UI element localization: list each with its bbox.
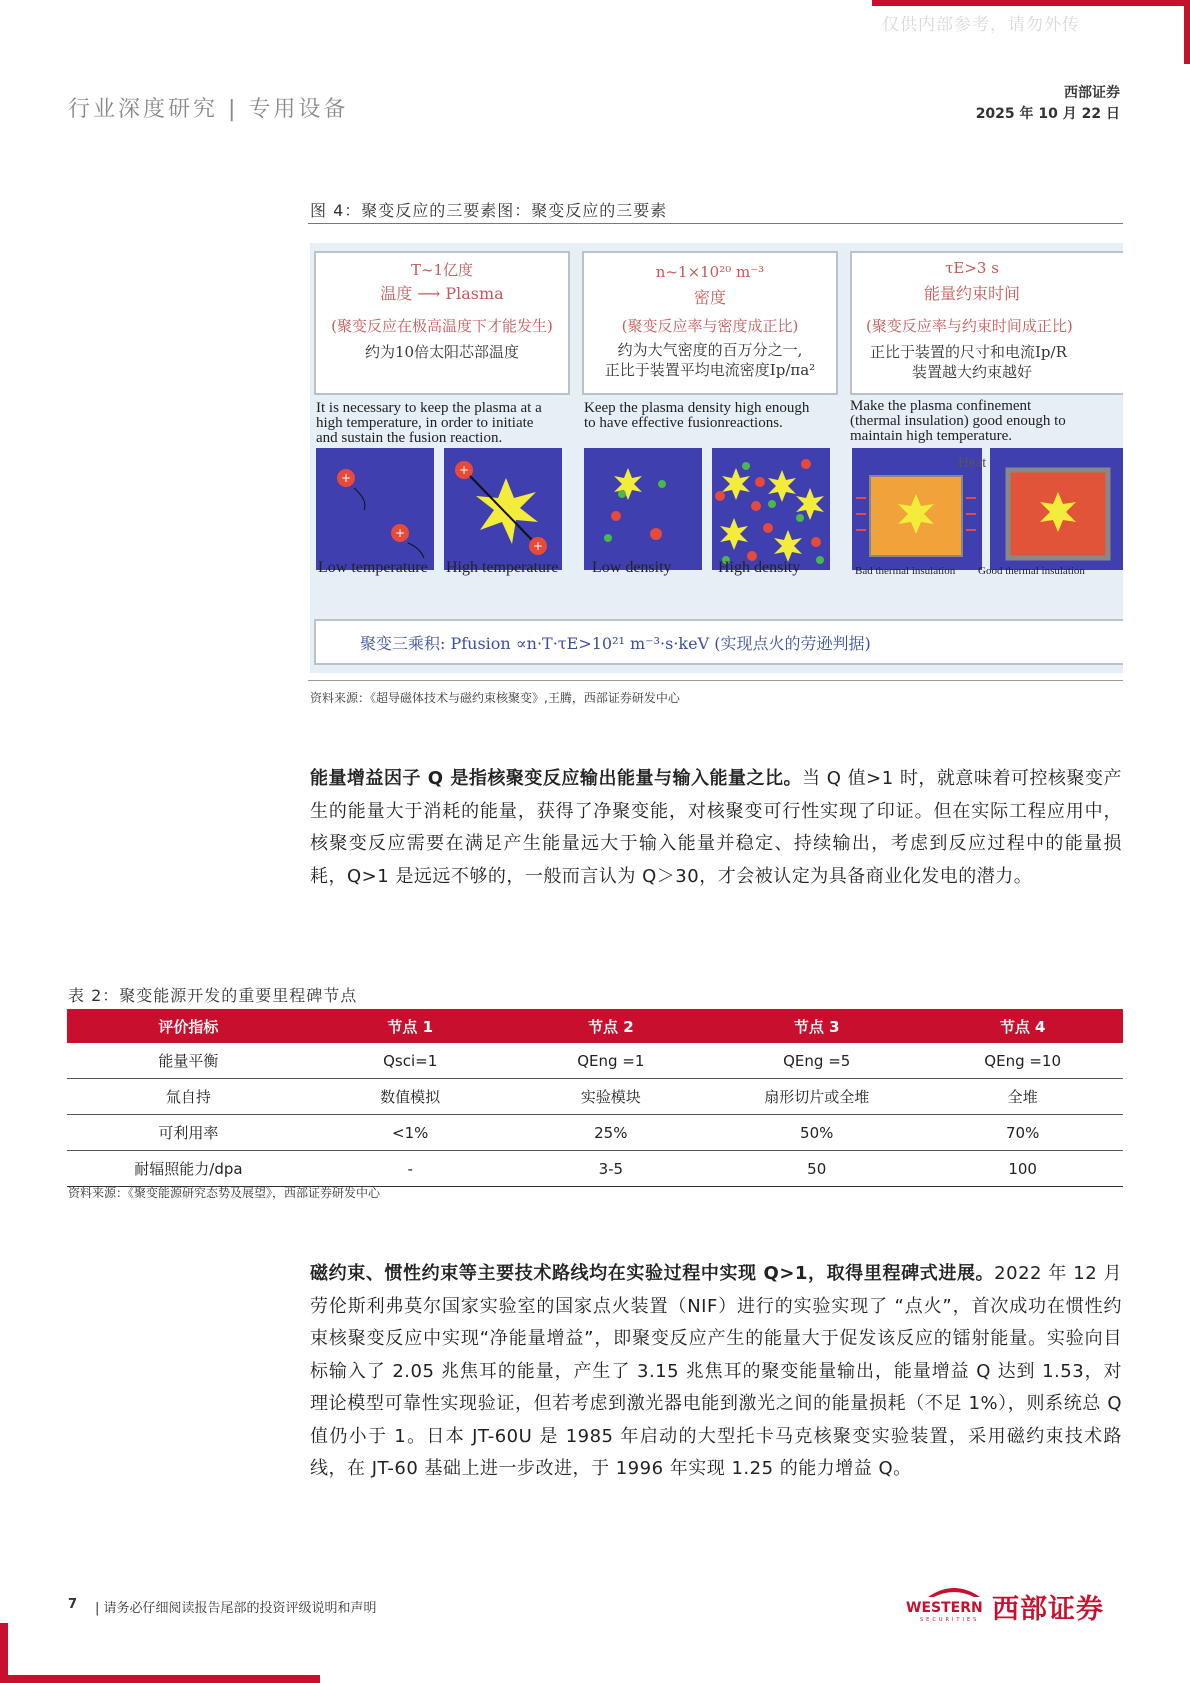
panel-text-confinement xyxy=(850,399,1066,444)
table-cell: 3-5 xyxy=(511,1151,712,1187)
confinement-card xyxy=(850,251,1123,395)
table-header-row xyxy=(67,1009,1123,1043)
table-header: 评价指标 xyxy=(67,1009,310,1043)
table-cell: 100 xyxy=(922,1151,1123,1187)
triple-product-formula: 聚变三乘积: Pfusion ∝n·T·τE>10²¹ m⁻³·s·keV (实现点火的劳逊判据) xyxy=(360,634,871,653)
table-cell: - xyxy=(310,1151,511,1187)
logo-sub: SECURITIES xyxy=(920,1617,980,1623)
header-section-title: 行业深度研究 | 专用设备 xyxy=(68,97,349,122)
table-cell: QEng =5 xyxy=(711,1043,922,1079)
table-cell: 能量平衡 xyxy=(67,1043,310,1079)
table-cell: 扇形切片或全堆 xyxy=(711,1079,922,1115)
panel-text-density xyxy=(584,401,809,431)
card-note: (聚变反应在极高温度下才能发生) xyxy=(331,317,553,335)
table-header: 节点 2 xyxy=(511,1009,712,1043)
insulation-label: Bad thermal insulation xyxy=(855,565,956,577)
table-cell: QEng =1 xyxy=(511,1043,712,1079)
panel-text-line: maintain high temperature. xyxy=(850,428,1013,444)
table-source: 资料来源：《聚变能源研究态势及展望》，西部证券研发中心 xyxy=(68,1186,381,1200)
svg-text:+: + xyxy=(532,539,544,553)
table-title: 表 2：聚变能源开发的重要里程碑节点 xyxy=(68,986,358,1005)
insulation-label: Good thermal insulation xyxy=(978,565,1085,577)
table-cell: 数值模拟 xyxy=(310,1079,511,1115)
heat-label: Heat xyxy=(958,455,987,471)
card-desc: 正比于装置的尺寸和电流Ip/R xyxy=(870,343,1067,361)
table-cell: QEng =10 xyxy=(922,1043,1123,1079)
fusion-three-elements-figure xyxy=(310,243,1123,673)
svg-text:+: + xyxy=(458,463,470,477)
header-date: 2025 年 10 月 22 日 xyxy=(975,106,1120,122)
table-cell: 25% xyxy=(511,1115,712,1151)
panel-text-temperature xyxy=(316,401,542,446)
footer-disclaimer: | 请务必仔细阅读报告尾部的投资评级说明和声明 xyxy=(95,1601,377,1616)
figure-title: 图 4：聚变反应的三要素图：聚变反应的三要素 xyxy=(310,201,668,220)
svg-text:+: + xyxy=(394,526,406,540)
table-row xyxy=(67,1043,1123,1079)
card-note: (聚变反应率与密度成正比) xyxy=(621,317,799,335)
divider xyxy=(308,223,1123,224)
header-company: 西部证券 xyxy=(1064,85,1120,101)
card-desc: 约为10倍太阳芯部温度 xyxy=(364,343,520,361)
card-title: τE>3 s xyxy=(945,259,999,277)
thermal-insulation-panels xyxy=(852,448,1123,578)
table-header: 节点 3 xyxy=(711,1009,922,1043)
card-title: T~1亿度 xyxy=(410,261,474,279)
paragraph-body: 2022 年 12 月劳伦斯利弗莫尔国家实验室的国家点火装置（NIF）进行的实验实现了 “点火”，首次成功在惯性约束核聚变反应中实现“净能量增益”，即聚变反应产生的能量大于促发该反应的镭射能量。实验向目标输入了 2.05 兆焦耳的能量，产生了 3.15 兆焦耳的聚变能量输出，能量增益 Q 达到 1.53，对理论模型可靠性实现验证，但若考虑到激光器电能到激光之间的能量损耗（不足 1%），则系统总 Q 值仍小于 1。日本 JT-60U 是 1985 年启动的大型托卡马克核聚变实验装置，采用磁约束技术路线，在 JT-60 基础上进一步改进，于 1996 年实现 1.25 的能力增益 Q。 xyxy=(310,1263,1122,1479)
table-cell: 可利用率 xyxy=(67,1115,310,1151)
table-cell: 全堆 xyxy=(922,1079,1123,1115)
company-logo xyxy=(906,1585,1124,1625)
table-cell: 70% xyxy=(922,1115,1123,1151)
table-header: 节点 1 xyxy=(310,1009,511,1043)
svg-text:+: + xyxy=(340,471,352,485)
divider xyxy=(308,680,1123,681)
page-number: 7 xyxy=(68,1597,78,1612)
watermark: 仅供内部参考，请勿外传 xyxy=(882,15,1080,35)
panel-label: Low density xyxy=(592,559,672,576)
triple-product-box xyxy=(314,619,1123,665)
temperature-card xyxy=(314,251,570,395)
table-cell: Qsci=1 xyxy=(310,1043,511,1079)
card-title: n~1×10²⁰ m⁻³ xyxy=(655,263,765,281)
table-cell: 50 xyxy=(711,1151,922,1187)
panel-text-line: to have effective fusionreactions. xyxy=(584,415,783,431)
paragraph-lead: 磁约束、惯性约束等主要技术路线均在实验过程中实现 Q>1，取得里程碑式进展。 xyxy=(310,1263,995,1284)
panel-text-line: high temperature, in order to initiate xyxy=(316,415,534,431)
panel-label: High temperature xyxy=(446,559,559,576)
card-desc-2: 正比于装置平均电流密度Ip/πa² xyxy=(604,361,816,379)
panel-label: Low temperature xyxy=(318,559,428,576)
panel-text-line: It is necessary to keep the plasma at a xyxy=(316,400,542,416)
panel-label: High density xyxy=(718,559,801,576)
card-note: (聚变反应率与约束时间成正比) xyxy=(866,317,1073,335)
table-cell: <1% xyxy=(310,1115,511,1151)
figure-source: 资料来源：《超导磁体技术与磁约束核聚变》,王腾，西部证券研发中心 xyxy=(310,691,680,705)
table-cell: 氚自持 xyxy=(67,1079,310,1115)
card-desc: 约为大气密度的百万分之一, xyxy=(617,341,803,359)
panel-text-line: Make the plasma confinement xyxy=(850,398,1032,414)
logo-en: WESTERN xyxy=(906,1600,983,1616)
bottom-corner-decoration xyxy=(0,1623,8,1683)
table-cell: 耐辐照能力/dpa xyxy=(67,1151,310,1187)
logo-mark-icon xyxy=(926,1585,982,1599)
logo-cn: 西部证券 xyxy=(992,1594,1104,1625)
card-subtitle: 密度 xyxy=(693,288,726,307)
table-row xyxy=(67,1079,1123,1115)
card-subtitle: 温度 ⟶ Plasma xyxy=(380,284,504,303)
card-desc-2: 装置越大约束越好 xyxy=(912,363,1033,381)
bottom-corner-decoration xyxy=(0,1675,320,1683)
card-subtitle: 能量约束时间 xyxy=(923,284,1020,303)
paragraph-lead: 能量增益因子 Q 是指核聚变反应输出能量与输入能量之比。 xyxy=(310,768,803,789)
density-card xyxy=(582,251,838,395)
footer-disclaimer-text: 请务必仔细阅读报告尾部的投资评级说明和声明 xyxy=(103,1601,377,1616)
table-header: 节点 4 xyxy=(922,1009,1123,1043)
paragraph-q-factor xyxy=(310,763,1122,893)
paragraph-body: 当 Q 值>1 时，就意味着可控核聚变产生的能量大于消耗的能量，获得了净聚变能，对核聚变可行性实现了印证。但在实际工程应用中，核聚变反应需要在满足产生能量远大于输入能量并稳定、持续输出，考虑到反应过程中的能量损耗，Q>1 是远远不够的，一般而言认为 Q＞30，才会被认定为具备商业化发电的潜力。 xyxy=(310,768,1122,887)
table-row xyxy=(67,1151,1123,1187)
milestone-table xyxy=(67,1009,1123,1187)
table-row xyxy=(67,1115,1123,1151)
panel-text-line: and sustain the fusion reaction. xyxy=(316,430,503,446)
table-cell: 实验模块 xyxy=(511,1079,712,1115)
table-cell: 50% xyxy=(711,1115,922,1151)
paragraph-milestones xyxy=(310,1258,1122,1486)
panel-text-line: (thermal insulation) good enough to xyxy=(850,413,1066,429)
panel-text-line: Keep the plasma density high enough xyxy=(584,400,810,416)
